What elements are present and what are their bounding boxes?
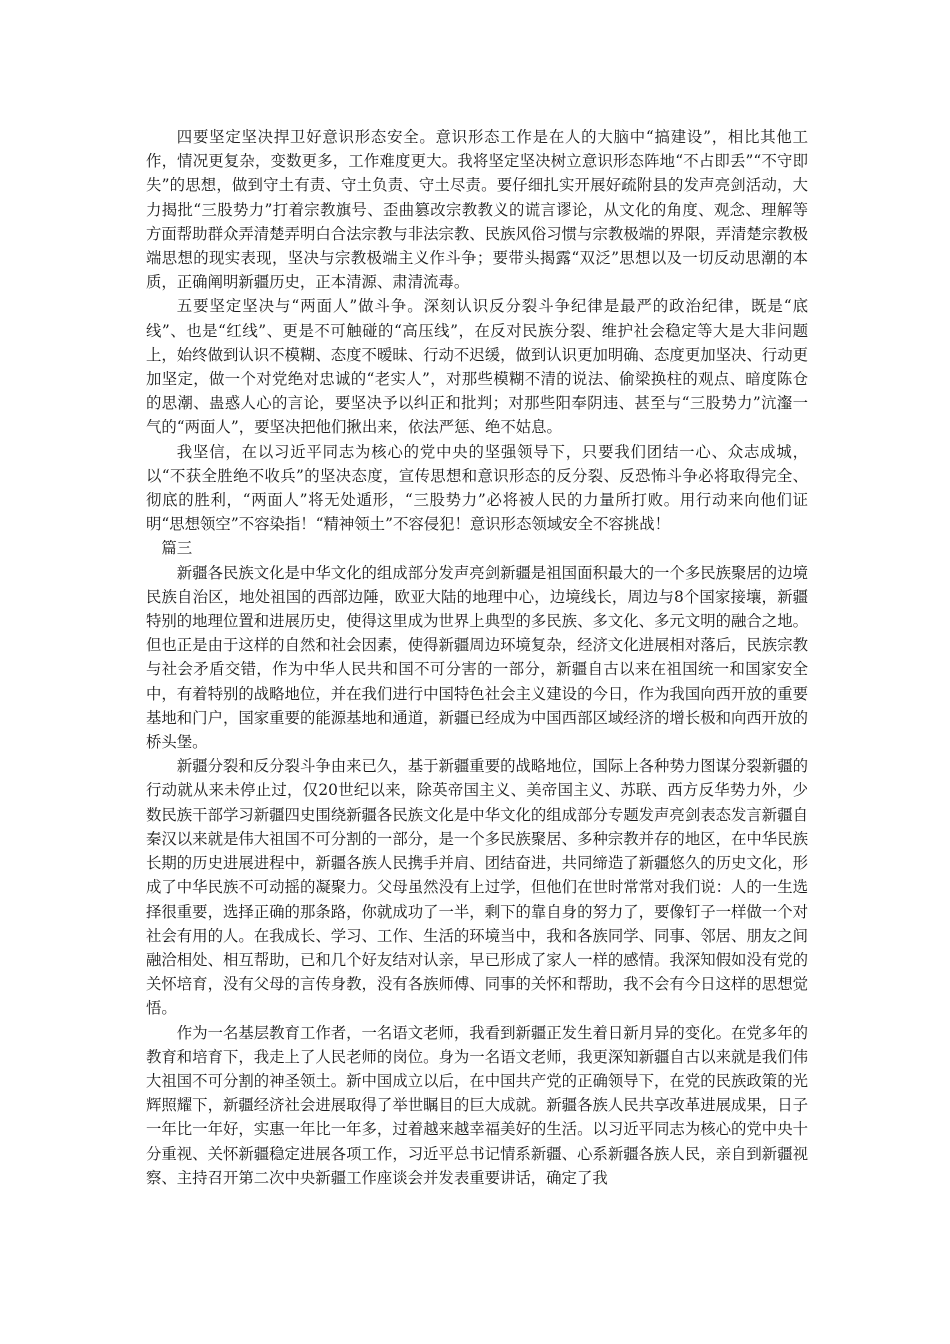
paragraph-anti-separatism: 新疆分裂和反分裂斗争由来已久，基于新疆重要的战略地位，国际上各种势力图谋分裂新疆的行动就从来未停止过，仅20世纪以来，除英帝国主义、美帝国主义、苏联、西方反华势力外，少数民族干部学习新疆四史围绕新疆各民族文化是中华文化的组成部分专题发声亮剑表态发言新疆自秦汉以来就是伟大祖国不可分割的一部分，是一个多民族聚居、多种宗教并存的地区，在中华民族长期的历史进展进程中，新疆各族人民携手并肩、团结奋进，共同缔造了新疆悠久的历史文化，形成了中华民族不可动摇的凝聚力。父母虽然没有上过学，但他们在世时常常对我们说：人的一生选择很重要，选择正确的那条路，你就成功了一半，剩下的靠自身的努力了，要像钉子一样做一个对社会有用的人。在我成长、学习、工作、生活的环境当中，我和各族同学、同事、邻居、朋友之间融洽相处、相互帮助，已和几个好友结对认亲，早已形成了家人一样的感情。我深知假如没有党的关怀培育，没有父母的言传身教，没有各族师傅、同事的关怀和帮助，我不会有今日这样的思想觉悟。 [146,757,808,1018]
paragraph-teacher: 作为一名基层教育工作者，一名语文老师，我看到新疆正发生着日新月异的变化。在党多年的教育和培育下，我走上了人民老师的岗位。身为一名语文老师，我更深知新疆自古以来就是我们伟大祖国不可分割的神圣领土。新中国成立以后，在中国共产党的正确领导下，在党的民族政策的光辉照耀下，新疆经济社会进展取得了举世瞩目的巨大成就。新疆各族人民共享改革进展成果，日子一年比一年好，实惠一年比一年多，过着越来越幸福美好的生活。以习近平同志为核心的党中央十分重视、关怀新疆稳定进展各项工作，习近平总书记情系新疆、心系新疆各族人民，亲自到新疆视察、主持召开第二次中央新疆工作座谈会并发表重要讲话，确定了我 [146,1023,808,1187]
document-page [146,125,808,1190]
paragraph-two-faced-struggle: 五要坚定坚决与“两面人”做斗争。深刻认识反分裂斗争纪律是最严的政治纪律，既是“底线”、也是“红线”、更是不可触碰的“高压线”，在反对民族分裂、维护社会稳定等大是大非问题上，始终做到认识不模糊、态度不暧昧、行动不迟缓，做到认识更加明确、态度更加坚决、行动更加坚定，做一个对党绝对忠诚的“老实人”，对那些模糊不清的说法、偷梁换柱的观点、暗度陈仓的思潮、蛊惑人心的言论，要坚决予以纠正和批判；对那些阳奉阴违、甚至与“三股势力”沆瀣一气的“两面人”，要坚决把他们揪出来，依法严惩、绝不姑息。 [146,297,808,437]
paragraph-xinjiang-culture: 新疆各民族文化是中华文化的组成部分发声亮剑新疆是祖国面积最大的一个多民族聚居的边境民族自治区，地处祖国的西部边陲，欧亚大陆的地理中心，边境线长，周边与8个国家接壤，新疆特别的地理位置和进展历史，使得这里成为世界上典型的多民族、多文化、多元文明的融合之地。但也正是由于这样的自然和社会因素，使得新疆周边环境复杂，经济文化进展相对落后，民族宗教与社会矛盾交错，作为中华人民共和国不可分害的一部分，新疆自古以来在祖国统一和国家安全中，有着特别的战略地位，并在我们进行中国特色社会主义建设的今日，作为我国向西开放的重要基地和门户，国家重要的能源基地和通道，新疆已经成为中国西部区域经济的增长极和向西开放的桥头堡。 [146,563,808,752]
paragraph-ideology-security: 四要坚定坚决捍卫好意识形态安全。意识形态工作是在人的大脑中“搞建设”，相比其他工作，情况更复杂，变数更多，工作难度更大。我将坚定坚决树立意识形态阵地“不占即丢”“不守即失”的思想，做到守土有责、守土负责、守土尽责。要仔细扎实开展好疏附县的发声亮剑活动，大力揭批“三股势力”打着宗教旗号、歪曲篡改宗教教义的谎言谬论，从文化的角度、观念、理解等方面帮助群众弄清楚弄明白合法宗教与非法宗教、民族风俗习惯与宗教极端的界限，弄清楚宗教极端思想的现实表现，坚决与宗教极端主义作斗争；要带头揭露“双泛”思想以及一切反动思潮的本质，正确阐明新疆历史，正本清源、肃清流毒。 [146,128,808,292]
paragraph-conviction: 我坚信，在以习近平同志为核心的党中央的坚强领导下，只要我们团结一心、众志成城，以“不获全胜绝不收兵”的坚决态度，宣传思想和意识形态的反分裂、反恐怖斗争必将取得完全、彻底的胜利，“两面人”将无处遁形，“三股势力”必将被人民的力量所打败。用行动来向他们证明“思想领空”不容染指！“精神领土”不容侵犯！意识形态领域安全不容挑战！ [146,442,808,534]
section-title: 篇三 [161,539,193,558]
